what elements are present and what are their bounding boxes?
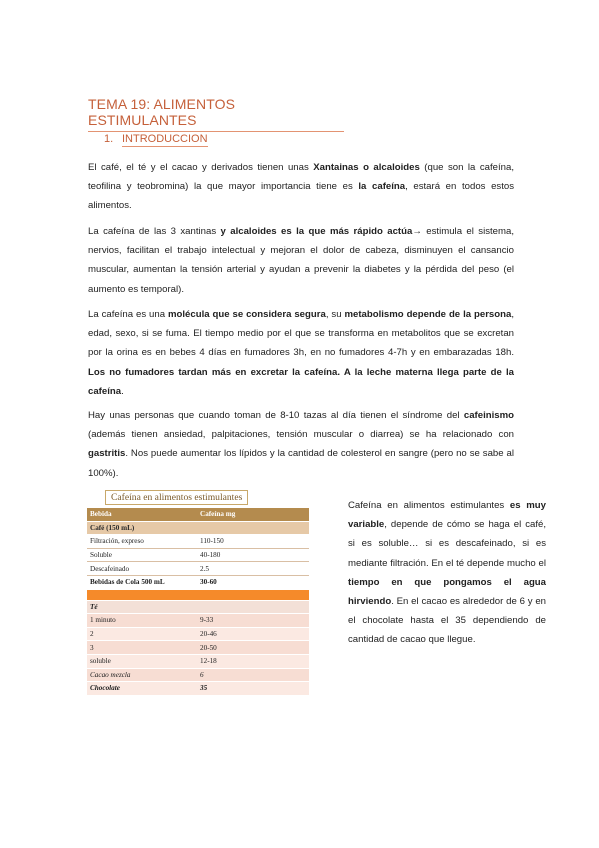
paragraph-caffeine-effects (88, 222, 514, 299)
bold-run: Los no fumadores tardan más en excretar la cafeína. A la leche materna llega parte de la cafeína (88, 366, 514, 397)
table-row (87, 562, 309, 576)
bold-run: Xantainas o alcaloides (313, 162, 420, 173)
table-row (87, 627, 309, 641)
text-run: La cafeína de las 3 xantinas (88, 226, 221, 237)
column-header: Bebida (87, 508, 197, 521)
paragraph-intro (88, 158, 514, 216)
text-run: El café, el té y el cacao y derivados tienen unas (88, 162, 314, 173)
table-cell: Cacao mezcla (87, 668, 197, 682)
bold-run: es muy variable (348, 500, 546, 531)
text-run: → estimula el sistema, nervios, facilitan el trabajo intelectual y mejoran el dolor de cabeza, disminuyen el cansancio muscular, aumentan la tensión arterial y ayudan a prevenir la diabetes y la pérdida del peso (el aumento es temporal). (88, 226, 514, 295)
table-row (87, 668, 309, 682)
table-cell: 1 minuto (87, 614, 197, 628)
table-cell: soluble (87, 654, 197, 668)
table-cell: Soluble (87, 548, 197, 562)
table-cell: 40-180 (197, 548, 309, 562)
text-run: La cafeína es una (88, 309, 168, 320)
table-separator-row (87, 589, 309, 600)
table-cell: 20-50 (197, 641, 309, 655)
table-row (87, 548, 309, 562)
table-cell: 35 (197, 682, 309, 696)
table-cell: Bebidas de Cola 500 mL (87, 575, 197, 589)
table-cell (197, 589, 309, 600)
text-run: Cafeína en alimentos estimulantes (348, 500, 510, 511)
text-run: , depende de cómo se haga el café, si es soluble… si es descafeinado, si es mediante filtración. En el té depende mucho el (348, 519, 546, 569)
table-cell (197, 600, 309, 614)
table-cell: Chocolate (87, 682, 197, 696)
bold-run: molécula que se considera segura (168, 309, 326, 320)
table-cell (87, 589, 197, 600)
table-cell: 20-46 (197, 627, 309, 641)
caffeine-table (87, 508, 309, 696)
section-heading (104, 133, 208, 145)
text-run: , estará en todos estos alimentos. (88, 181, 515, 212)
table-cell: Descafeinado (87, 562, 197, 576)
table-row (87, 641, 309, 655)
text-run: . (121, 385, 124, 397)
text-run: . Nos puede aumentar los lípidos y la cantidad de colesterol en sangre (pero no se sabe al 100%). (88, 448, 514, 479)
table-row (87, 535, 309, 549)
table-cell: 110-150 (197, 535, 309, 549)
table-cell (197, 521, 309, 535)
text-run: (que son la cafeína, teofilina y teobromina) la que mayor importancia tiene es (88, 162, 514, 193)
bold-run: la cafeína (358, 181, 406, 193)
table-cell: 30-60 (197, 575, 309, 589)
table-cell: 9-33 (197, 614, 309, 628)
table-cell: Café (150 mL) (87, 521, 197, 535)
table-header-row (87, 508, 309, 521)
table-cell: 6 (197, 668, 309, 682)
bold-run: gastritis (88, 448, 126, 460)
bold-run: metabolismo depende de la persona (344, 309, 512, 320)
table-cell: 2 (87, 627, 197, 641)
text-run: . En el cacao es alrededor de 6 y en el chocolate hasta el 35 dependiendo de cantidad de cacao que llegue. (348, 596, 546, 646)
page-title: TEMA 19: ALIMENTOS ESTIMULANTES (88, 96, 344, 132)
table-caption: Cafeína en alimentos estimulantes (105, 490, 248, 505)
table-row (87, 575, 309, 589)
caffeine-table-figure (87, 487, 309, 696)
table-cell: 2.5 (197, 562, 309, 576)
bold-run: cafeinismo (463, 410, 514, 421)
table-cell: Té (87, 600, 197, 614)
column-header: Cafeína mg (197, 508, 309, 521)
paragraph-caffeine-metabolism (88, 305, 514, 401)
table-cell: 12-18 (197, 654, 309, 668)
table-row (87, 521, 309, 535)
bold-run: y alcaloides es la que más rápido actúa (220, 226, 413, 237)
table-cell: Filtración, expreso (87, 535, 197, 549)
text-run: , su (325, 309, 345, 320)
paragraph-cafeinismo (88, 406, 514, 483)
section-label: INTRODUCCION (122, 133, 208, 145)
table-row (87, 600, 309, 614)
table-row (87, 682, 309, 696)
text-run: Hay unas personas que cuando toman de 8-10 tazas al día tienen el síndrome del (88, 410, 464, 421)
table-row (87, 654, 309, 668)
paragraph-caffeine-variability (348, 496, 546, 650)
table-row (87, 614, 309, 628)
bold-run: tiempo en que pongamos el agua hirviendo (348, 576, 546, 608)
table-cell: 3 (87, 641, 197, 655)
section-number: 1. (104, 133, 114, 145)
text-run: (además tienen ansiedad, palpitaciones, tensión muscular o diarrea) se ha relacionado con (88, 429, 514, 441)
text-run: , edad, sexo, si se fuma. El tiempo medio por el que se transforma en metabolitos que se excretan por la orina es en bebes 4 días en fumadores 3h, en no fumadores 4-7h y en embarazadas 18h. (88, 309, 514, 359)
